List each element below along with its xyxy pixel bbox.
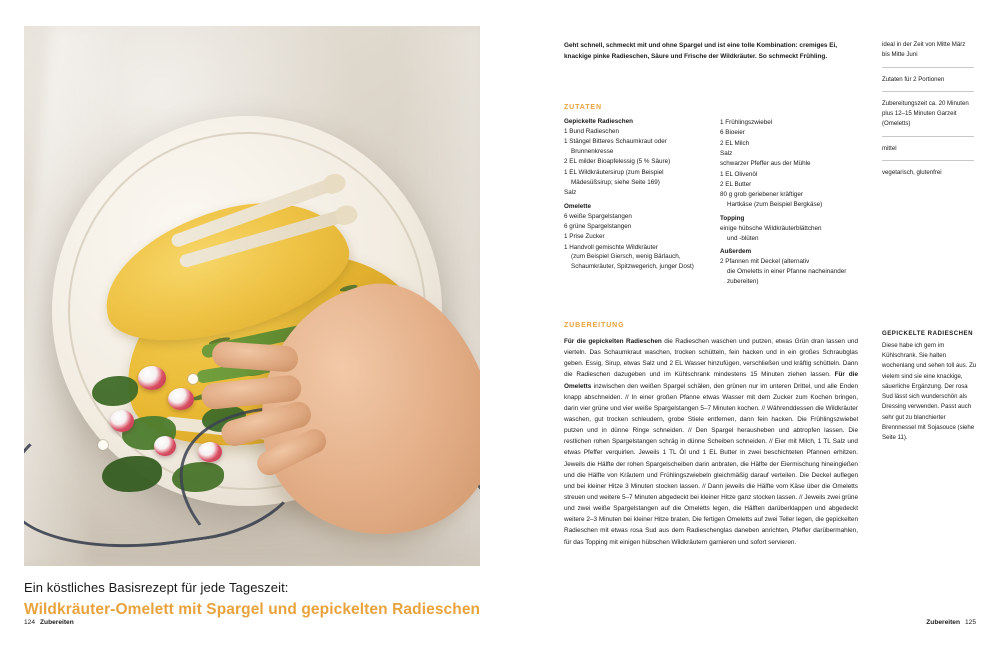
caption-title: Wildkräuter-Omelett mit Spargel und gepickelten Radieschen — [24, 601, 481, 618]
photo-background — [24, 26, 480, 566]
preparation-lead-2: Für die Omeletts — [564, 371, 859, 390]
recipe-photo — [24, 26, 480, 566]
caption-subtitle: Ein köstliches Basisrezept für jede Tageszeit: — [24, 580, 289, 595]
ingredient-subheading: Gepickelte Radieschen — [564, 118, 633, 125]
edible-flower — [188, 374, 198, 384]
page-number-left: 124 — [24, 619, 36, 626]
ingredient-item — [720, 257, 858, 286]
ingredients-section — [564, 104, 858, 287]
ingredient-item-main: 1 EL Wildkräutersirup (zum Beispiel — [564, 168, 664, 176]
ingredient-item: 6 grüne Spargelstangen — [564, 223, 632, 230]
meta-difficulty: mittel — [882, 144, 974, 162]
ingredient-item — [564, 137, 702, 157]
recipe-intro: Geht schnell, schmeckt mit und ohne Spargel und ist eine tolle Kombination: cremiges Ei, knackige pinke Radieschen, Säure und Frische der Wildkräuter. So schmeckt Frühling. — [564, 42, 838, 61]
ingredient-subheading: Omelette — [564, 202, 591, 210]
preparation-heading: ZUBEREITUNG — [564, 322, 625, 329]
meta-time: Zubereitungszeit ca. 20 Minuten plus 12–15 Minuten Garzeit (Omeletts) — [882, 99, 974, 136]
ingredient-item-cont: Mädesüßsirup; siehe Seite 169) — [571, 178, 660, 186]
preparation-body-2: inzwischen den weißen Spargel schälen, den grünen nur im unteren Drittel, und alle Enden knapp abschneiden. // In einer großen Pfanne etwas Wasser mit dem Zucker zum Kochen bringen, darin vier grüne und vier weiße Spargelstangen 5–7 Minuten kochen. // Währenddessen die Wildkräuter waschen, gut trocken schleudern, grobe Stiele entfernen, dann fein hacken. Die Frühlingszwiebel putzen und in dünne Ringe schneiden. // Den Spargel herausheben und abtropfen lassen. Die restlichen rohen Spargelstangen schräg in dünne Scheiben schneiden. // Eier mit Milch, 1 TL Salz und etwas Pfeffer verquirlen. Jeweils 1 TL Öl und 1 EL Butter in zwei beschichteten Pfannen erhitzen. Jeweils die Hälfte der rohen Spargelscheiben darin anbraten, die Hälfte der Eiermischung hineingießen und die Hälfte von Kräutern und Frühlingszwiebeln gleichmäßig darauf verteilen. Die Deckel auflegen und bei kleiner Hitze 3 Minuten stocken lassen. // Dann jeweils die Hälfte vom Käse über die Omeletts streuen und weitere 5–7 Minuten abgedeckt bei kleiner Hitze ganz stocken lassen. // Jeweils zwei grüne und zwei weiße Spargelstangen auf die Omeletts legen, die Hälften darüberklappen und abgedeckt weitere 2–3 Minuten bei kleiner Hitze braten. Die fertigen Omeletts auf zwei Teller legen, die gepickelten Radieschen mit etwas rosa Sud aus dem Radieschenglas daneben anrichten, Pfeffer darübermahlen, für das Topping mit einigen hübschen Wildkräutern garnieren und sofort servieren. — [564, 382, 859, 546]
preparation-text — [564, 336, 858, 548]
ingredient-item-main: 80 g grob geriebener kräftiger — [720, 191, 803, 199]
ingredient-item: 2 EL Butter — [720, 180, 752, 188]
ingredient-item: 1 EL Olivenöl — [720, 170, 758, 178]
footer-left — [24, 619, 74, 626]
photo-caption — [24, 580, 484, 619]
ingredient-item: 1 Frühlingszwiebel — [720, 119, 773, 126]
meta-servings: Zutaten für 2 Portionen — [882, 75, 974, 93]
tip-title: GEPICKELTE RADIESCHEN — [882, 330, 973, 337]
ingredient-subheading: Topping — [720, 214, 745, 222]
tip-body: Diese habe ich gern im Kühlschrank. Sie halten wochenlang und sehen toll aus. Zu vielem sind sie eine knackige, säuerliche Ergänzung. Der rosa Sud lässt sich wunderschön als Dressing verwenden. Passt auch sehr gut zu blanchierter Brennnessel mit Sojasouce (siehe Seite 11). — [882, 342, 977, 442]
ingredient-item — [720, 224, 858, 244]
ingredient-item-cont: und -blüten — [727, 234, 759, 242]
ingredient-item: 1 Bund Radieschen — [564, 128, 619, 135]
page-number-right: 125 — [964, 619, 976, 626]
preparation-body-1: die Radieschen waschen und putzen, etwas Grün dran lassen und vierteln. Das Schaumkraut waschen, trocken schütteln, fein hacken und in ein großes Schraubglas geben. Essig, Sirup, etwas Salz und 2 EL Wasser hinzufügen, verschließen und kräftig schütteln. Dann die Radieschen dazugeben und im Kühlschrank mindestens 15 Minuten ziehen lassen. — [564, 338, 858, 379]
footer-right — [926, 619, 976, 626]
ingredient-item — [564, 243, 702, 272]
preparation-section — [564, 322, 858, 548]
recipe-meta — [882, 40, 974, 192]
ingredient-item — [564, 168, 702, 188]
ingredient-item — [720, 190, 858, 210]
chapter-label-right: Zubereiten — [926, 619, 960, 626]
right-page — [504, 0, 1008, 648]
ingredients-heading: ZUTATEN — [564, 104, 602, 111]
tip-box — [882, 330, 978, 443]
ingredients-column-1 — [564, 118, 702, 287]
ingredient-item-main: 2 Pfannen mit Deckel (alternativ — [720, 258, 810, 266]
ingredients-column-2 — [720, 118, 858, 287]
ingredient-item-main: 1 Stängel Bitteres Schaumkraut oder — [564, 138, 667, 146]
ingredient-item: schwarzer Pfeffer aus der Mühle — [720, 160, 811, 168]
meta-diet: vegetarisch, glutenfrei — [882, 169, 942, 177]
ingredient-item: 6 Bioeier — [720, 129, 745, 137]
meta-season: ideal in der Zeit von Mitte März bis Mitte Juni — [882, 40, 974, 68]
radish-slice — [138, 366, 166, 390]
ingredient-item: Salz — [564, 188, 577, 196]
ingredient-item: 2 EL Milch — [720, 139, 750, 147]
ingredient-item-cont: Hartkäse (zum Beispiel Bergkäse) — [727, 201, 823, 208]
ingredient-subheading: Außerdem — [720, 248, 752, 256]
ingredient-item: 1 Prise Zucker — [564, 233, 605, 241]
ingredient-item: 6 weiße Spargelstangen — [564, 212, 632, 220]
ingredient-item: Salz — [720, 149, 733, 157]
ingredient-item-main: 1 Handvoll gemischte Wildkräuter — [564, 243, 658, 251]
ingredient-item-cont: die Omeletts in einer Pfanne nacheinander zubereiten) — [727, 268, 847, 286]
ingredient-item-main: einige hübsche Wildkräuterblättchen — [720, 224, 822, 232]
ingredient-item-cont: (zum Beispiel Giersch, wenig Bärlauch, Schaumkräuter, Spitzwegerich, junger Dost) — [571, 253, 694, 271]
ingredient-item-cont: Brunnenkresse — [571, 148, 614, 156]
chapter-label-left: Zubereiten — [40, 619, 74, 626]
preparation-lead-1: Für die gepickelten Radieschen — [564, 338, 662, 345]
ingredient-item: 2 EL milder Bioapfelessig (5 % Säure) — [564, 158, 671, 166]
